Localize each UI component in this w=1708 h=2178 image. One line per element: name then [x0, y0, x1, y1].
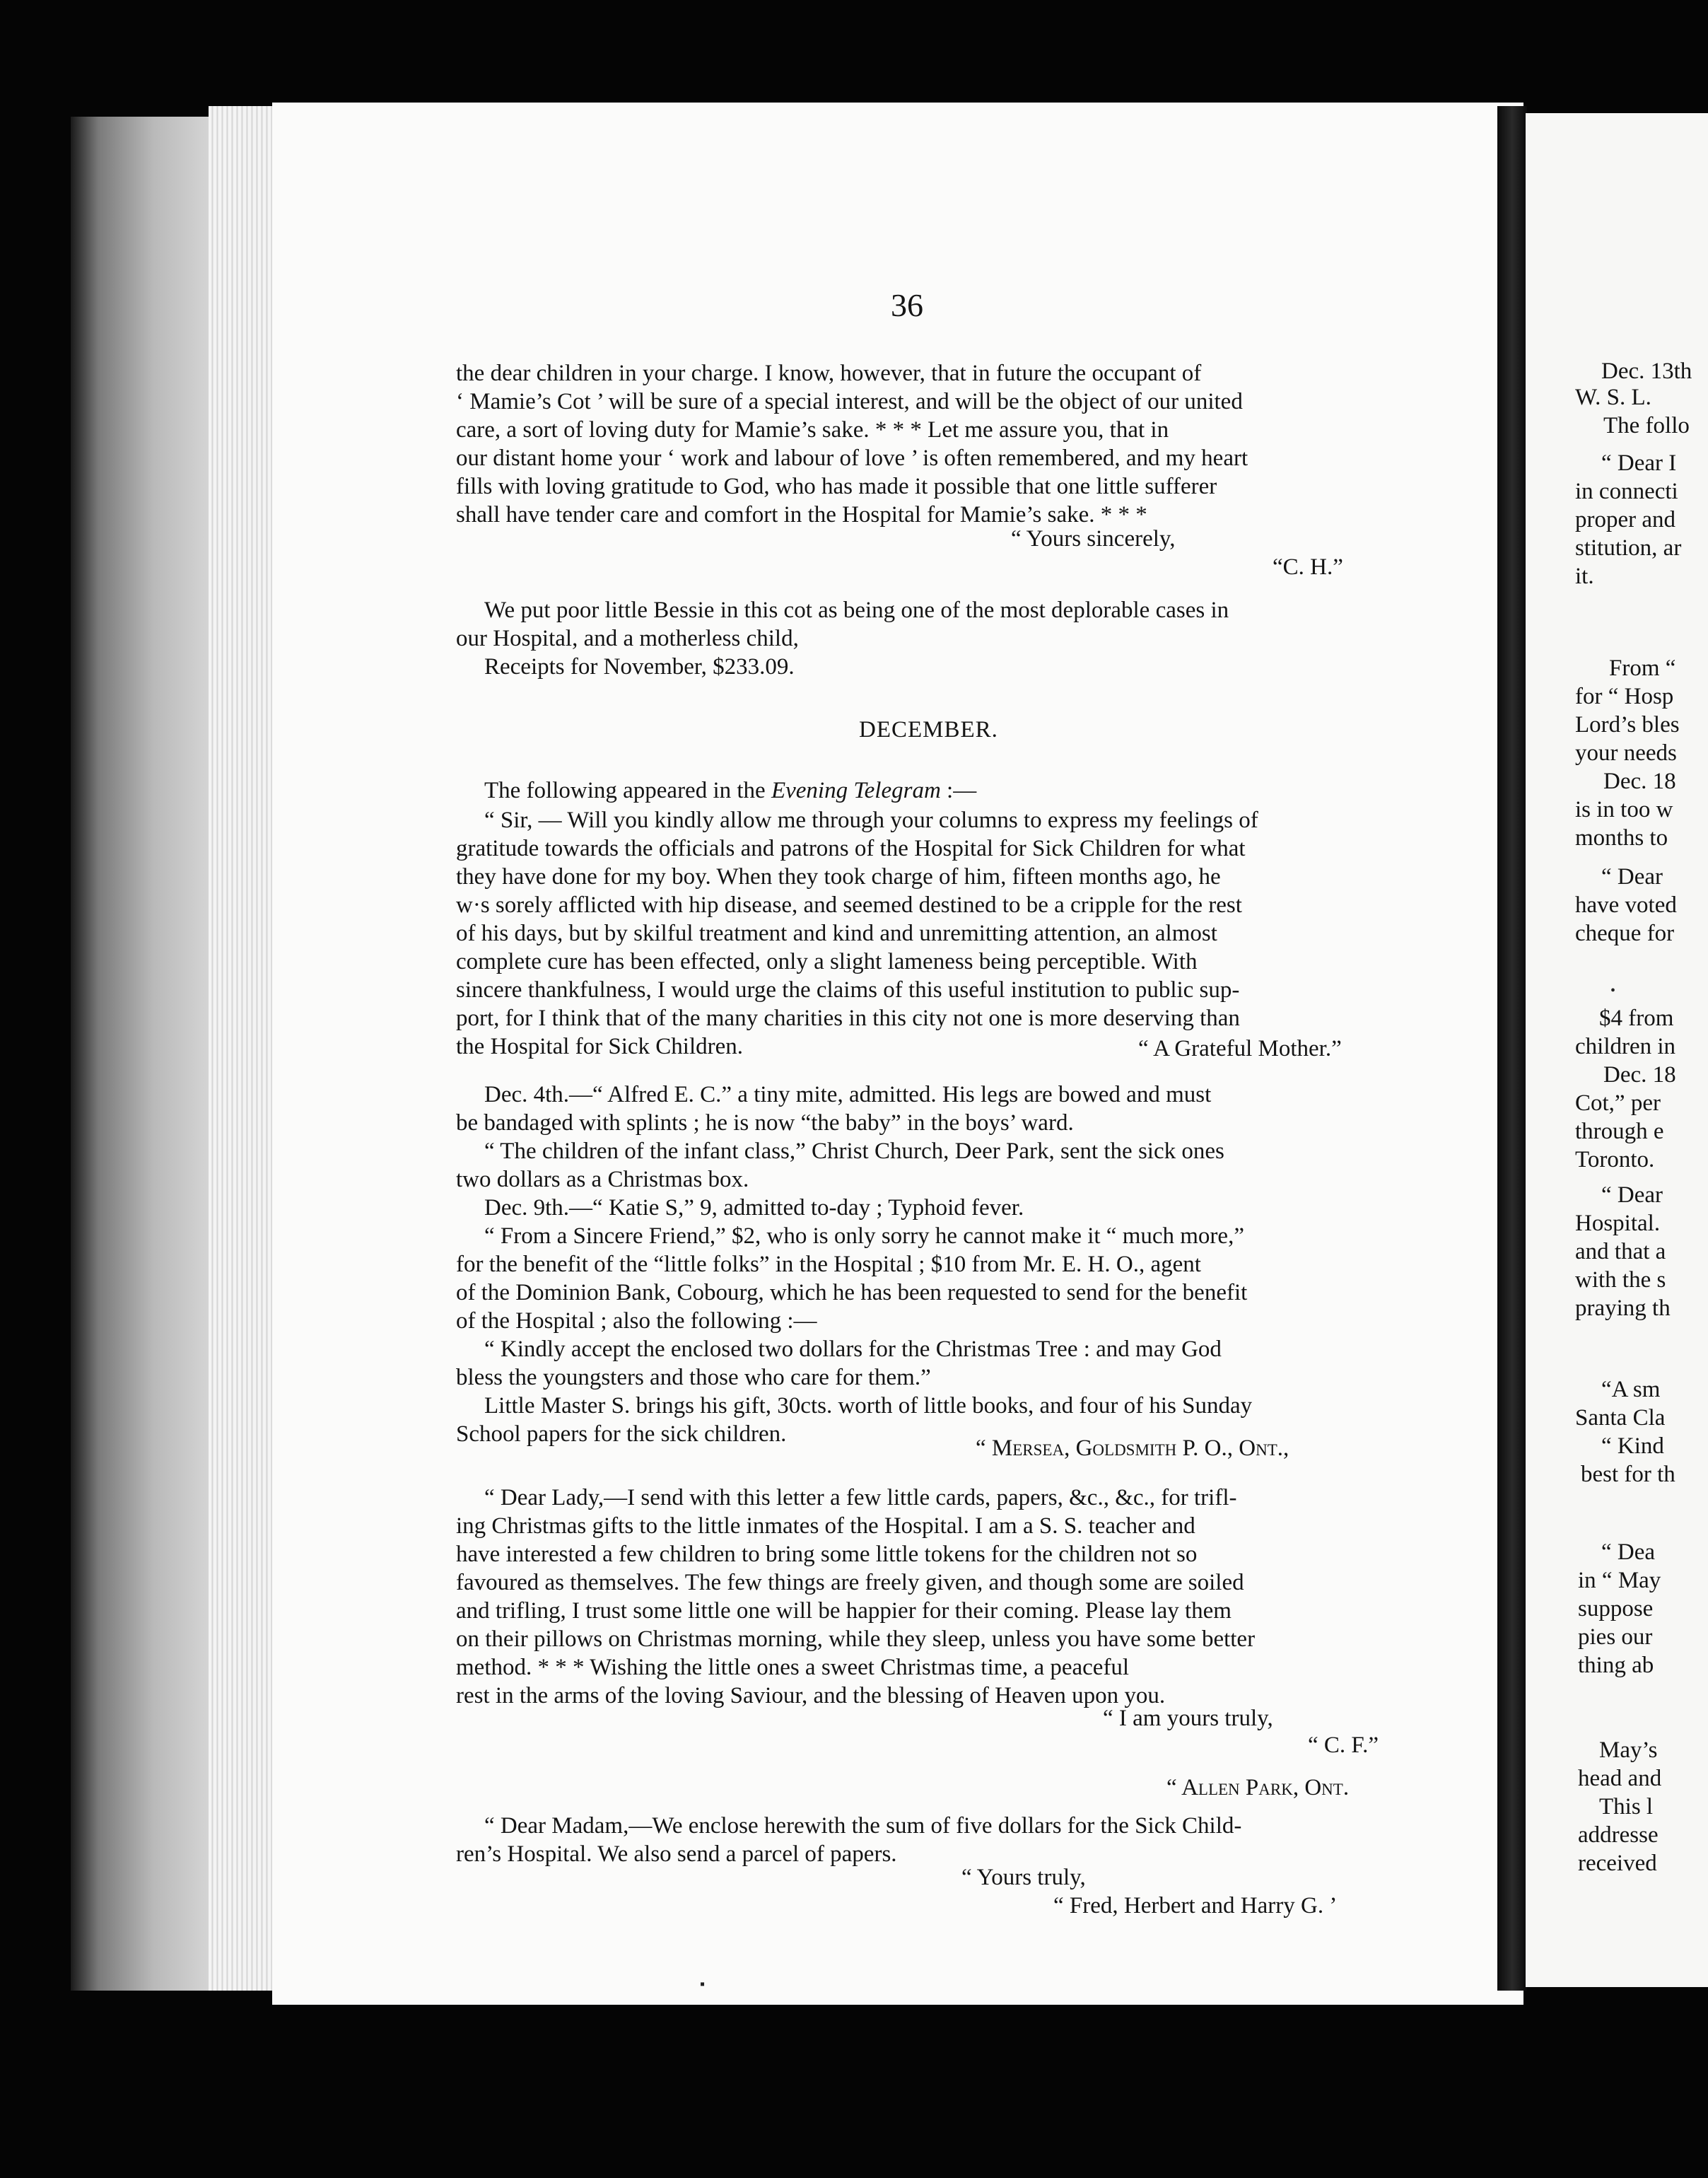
next-page-text: pies our [1578, 1624, 1653, 1650]
diary-line: of the Dominion Bank, Cobourg, which he has been requested to send for the benefit [456, 1280, 1248, 1305]
body-line: care, a sort of loving duty for Mamie’s sake. * * * Let me assure you, that in [456, 417, 1169, 443]
body-line: shall have tender care and comfort in the Hospital for Mamie’s sake. * * * [456, 502, 1147, 528]
next-page-text: “A sm [1601, 1377, 1661, 1402]
book-left-edge [71, 117, 209, 1991]
next-page-text: head and [1578, 1766, 1662, 1791]
signature: “ A Grateful Mother.” [1138, 1036, 1342, 1061]
signature: “C. H.” [1273, 554, 1343, 580]
next-page-text: Hospital. [1575, 1211, 1661, 1236]
next-page-text: Dec. 13th [1601, 359, 1692, 384]
next-page-text: “ Kind [1601, 1433, 1664, 1459]
letter-line: the Hospital for Sick Children. [456, 1034, 744, 1059]
signature: “ C. F.” [1308, 1732, 1379, 1758]
body-line: the dear children in your charge. I know, however, that in future the occupant of [456, 361, 1202, 386]
letter-line: “ Sir, — Will you kindly allow me through your columns to express my feelings of [484, 808, 1258, 833]
next-page-text: Lord’s bles [1575, 712, 1680, 738]
next-page-text: May’s [1599, 1737, 1658, 1763]
letter-line: w·s sorely afflicted with hip disease, and seemed destined to be a cripple for the rest [456, 892, 1242, 918]
diary-line: “ Kindly accept the enclosed two dollars for the Christmas Tree : and may God [484, 1336, 1222, 1362]
next-page-text: Dec. 18 [1603, 1062, 1676, 1088]
address-line: “ Allen Park, Ont. [1166, 1775, 1350, 1800]
closing-line: “ Yours sincerely, [1011, 526, 1176, 552]
next-page-text: Cot,” per [1575, 1090, 1661, 1116]
letter-line: method. * * * Wishing the little ones a sweet Christmas time, a peaceful [456, 1655, 1130, 1680]
next-page-text: This l [1599, 1794, 1654, 1819]
next-page-text: “ Dea [1601, 1539, 1656, 1565]
next-page-text: children in [1575, 1034, 1676, 1059]
letter-line: ing Christmas gifts to the little inmates of the Hospital. I am a S. S. teacher and [456, 1513, 1195, 1539]
letter-line: rest in the arms of the loving Saviour, and the blessing of Heaven upon you. [456, 1683, 1166, 1708]
next-page-text: it. [1575, 564, 1594, 589]
next-page-text: “ Dear [1601, 1182, 1663, 1208]
letter-line: port, for I think that of the many charities in this city not one is more deserving than [456, 1006, 1240, 1031]
next-page-text: in connecti [1575, 479, 1678, 504]
page-number: 36 [891, 287, 923, 323]
telegram-intro [484, 776, 1437, 805]
next-page-text: is in too w [1575, 797, 1673, 822]
next-page-text: praying th [1575, 1295, 1671, 1321]
body-line: our Hospital, and a motherless child, [456, 626, 799, 651]
next-page-text: Toronto. [1575, 1147, 1655, 1172]
letter-line: on their pillows on Christmas morning, while they sleep, unless you have some better [456, 1626, 1256, 1652]
letter-line: they have done for my boy. When they took charge of him, fifteen months ago, he [456, 864, 1221, 890]
next-page-text: $4 from [1599, 1006, 1674, 1031]
diary-line: bless the youngsters and those who care for them.” [456, 1365, 931, 1390]
book-gutter [1497, 106, 1527, 1991]
next-page-text: your needs [1575, 740, 1677, 766]
next-page-text: in “ May [1578, 1568, 1661, 1593]
diary-line: “ From a Sincere Friend,” $2, who is only sorry he cannot make it “ much more,” [484, 1223, 1244, 1249]
body-line: fills with loving gratitude to God, who has made it possible that one little sufferer [456, 474, 1217, 499]
telegram-intro-text: The following appeared in the Evening Telegram :— [484, 778, 977, 803]
next-page-text: Santa Cla [1575, 1405, 1666, 1431]
next-page-text: suppose [1578, 1596, 1654, 1621]
next-page-text: “ Dear I [1601, 450, 1677, 476]
body-line: our distant home your ‘ work and labour of love ’ is often remembered, and my heart [456, 446, 1248, 471]
next-page-text: have voted [1575, 892, 1677, 918]
letter-line: of his days, but by skilful treatment and kind and unremitting attention, an almost [456, 921, 1217, 946]
letter-line: “ Dear Lady,—I send with this letter a few little cards, papers, &c., &c., for trifl- [484, 1485, 1237, 1510]
next-page-text: The follo [1603, 413, 1690, 438]
diary-line: two dollars as a Christmas box. [456, 1167, 749, 1192]
diary-line: Dec. 4th.—“ Alfred E. C.” a tiny mite, admitted. His legs are bowed and must [484, 1082, 1212, 1107]
page-stack-edges [209, 106, 272, 1991]
next-page-text: for “ Hosp [1575, 684, 1674, 709]
letter-line: have interested a few children to bring some little tokens for the children not so [456, 1542, 1198, 1567]
letter-line: ren’s Hospital. We also send a parcel of papers. [456, 1841, 897, 1867]
diary-line: School papers for the sick children. [456, 1421, 787, 1447]
next-page-text: “ Dear [1601, 864, 1663, 890]
letter-line: sincere thankfulness, I would urge the claims of this useful institution to public sup- [456, 977, 1240, 1003]
scan-speck: • [1610, 983, 1616, 998]
next-page-text: W. S. L. [1575, 385, 1651, 410]
next-page-text: with the s [1575, 1267, 1666, 1293]
next-page-text: cheque for [1575, 921, 1675, 946]
diary-line: Little Master S. brings his gift, 30cts. worth of little books, and four of his Sunday [484, 1393, 1253, 1419]
diary-line: for the benefit of the “little folks” in the Hospital ; $10 from Mr. E. H. O., agent [456, 1252, 1201, 1277]
signature: “ Fred, Herbert and Harry G. ’ [1053, 1893, 1338, 1918]
body-line: ‘ Mamie’s Cot ’ will be sure of a special interest, and will be the object of our united [456, 389, 1243, 414]
section-heading: DECEMBER. [859, 717, 998, 742]
next-page-text: and that a [1575, 1239, 1666, 1264]
letter-line: complete cure has been effected, only a slight lameness being perceptible. With [456, 949, 1198, 974]
diary-line: be bandaged with splints ; he is now “the baby” in the boys’ ward. [456, 1110, 1074, 1136]
closing-line: “ Yours truly, [961, 1865, 1086, 1890]
letter-line: gratitude towards the officials and patrons of the Hospital for Sick Children for what [456, 836, 1246, 861]
address-line: “ Mersea, Goldsmith P. O., Ont., [976, 1436, 1289, 1461]
body-line: We put poor little Bessie in this cot as being one of the most deplorable cases in [484, 598, 1229, 623]
next-page-text: proper and [1575, 507, 1676, 532]
next-page-text: Dec. 18 [1603, 769, 1676, 794]
next-page-text: months to [1575, 825, 1668, 851]
diary-line: Dec. 9th.—“ Katie S,” 9, admitted to-day ; Typhoid fever. [484, 1195, 1024, 1221]
closing-line: “ I am yours truly, [1103, 1706, 1273, 1731]
next-page-text: From “ [1609, 656, 1676, 681]
letter-line: “ Dear Madam,—We enclose herewith the sum of five dollars for the Sick Child- [484, 1813, 1242, 1839]
next-page-text: stitution, ar [1575, 535, 1682, 561]
diary-line: of the Hospital ; also the following :— [456, 1308, 817, 1334]
next-page-text: thing ab [1578, 1653, 1654, 1678]
letter-line: and trifling, I trust some little one will be happier for their coming. Please lay them [456, 1598, 1232, 1624]
scan-speck: ▪ [700, 1976, 706, 1992]
diary-line: “ The children of the infant class,” Christ Church, Deer Park, sent the sick ones [484, 1138, 1224, 1164]
next-page-text: addresse [1578, 1822, 1659, 1848]
next-page-text: best for th [1581, 1462, 1675, 1487]
next-page-text: received [1578, 1851, 1657, 1876]
next-page-text: through e [1575, 1119, 1664, 1144]
letter-line: favoured as themselves. The few things are freely given, and though some are soiled [456, 1570, 1244, 1595]
body-line: Receipts for November, $233.09. [484, 654, 795, 680]
